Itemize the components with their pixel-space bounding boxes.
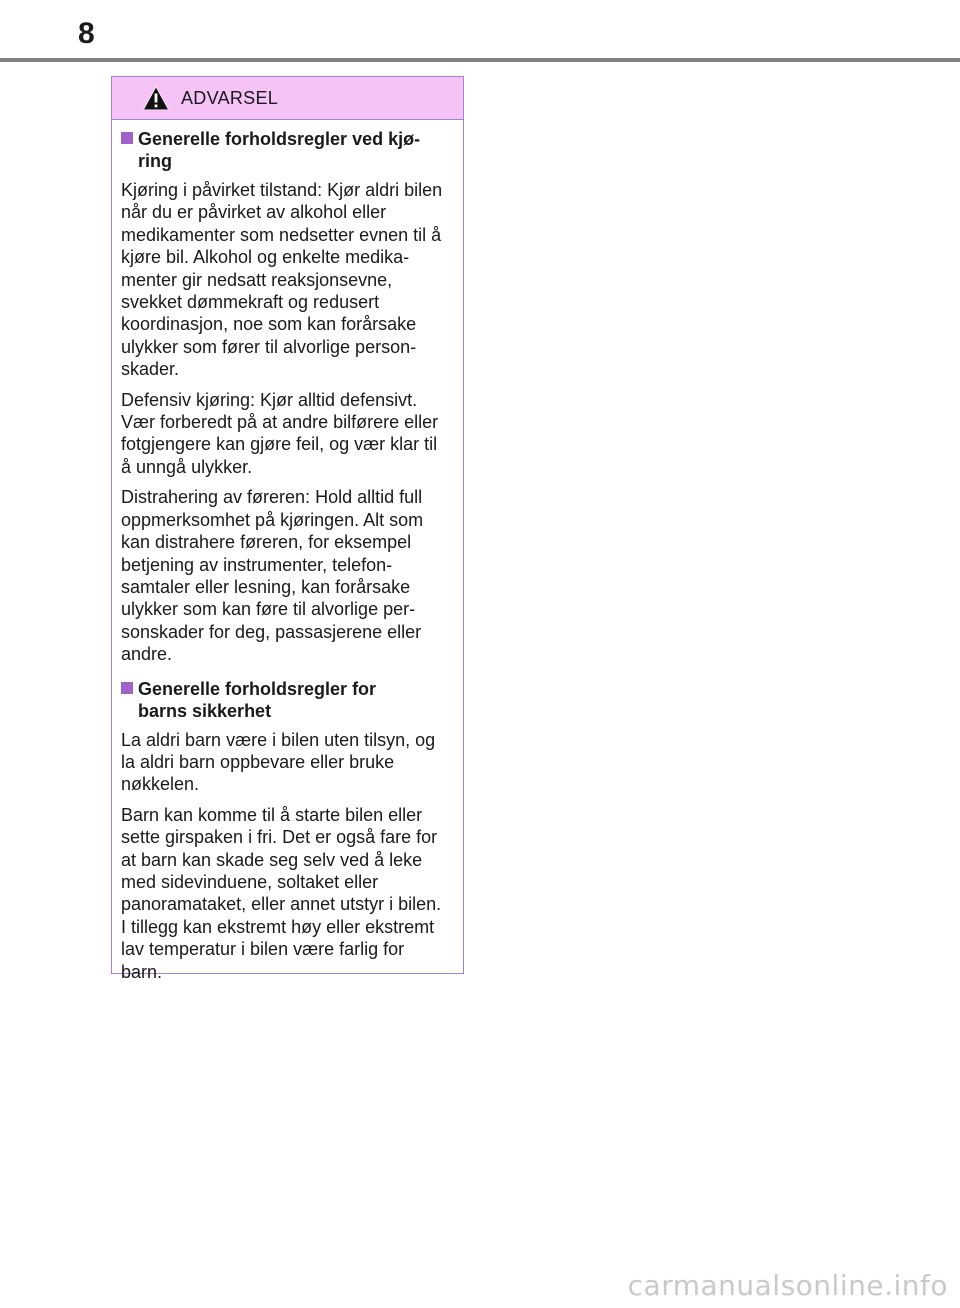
section-children bbox=[121, 678, 449, 983]
heading-text-driving-line2: ring bbox=[138, 151, 172, 171]
paragraph: Barn kan komme til å starte bilen eller sette girspaken i fri. Det er også fare for at barn kan skade seg selv ved å leke med sidevinduene, soltaket eller panoramataket, eller annet utstyr i bilen. I tillegg kan ekstremt høy eller ekstremt lav temperatur i bilen være farlig for barn. bbox=[121, 804, 442, 982]
paragraph: Defensiv kjøring: Kjør alltid defensivt. Vær forberedt på at andre bilførere eller fotgjengere kan gjøre feil, og vær klar til å unngå ulykker. bbox=[121, 389, 439, 477]
warning-body bbox=[112, 120, 463, 983]
section-heading bbox=[121, 128, 449, 172]
heading-text-children-line2: barns sikkerhet bbox=[138, 700, 272, 721]
square-bullet-icon bbox=[121, 682, 133, 694]
watermark: carmanualsonline.info bbox=[627, 1269, 948, 1302]
paragraph: La aldri barn være i bilen uten tilsyn, og la aldri barn oppbevare eller bruke nøkkelen. bbox=[121, 729, 436, 795]
warning-triangle-icon bbox=[142, 85, 170, 111]
section-driving bbox=[121, 128, 449, 666]
square-bullet-icon bbox=[121, 132, 133, 144]
page-number: 8 bbox=[78, 17, 95, 50]
header-rule bbox=[0, 58, 960, 62]
warning-header bbox=[112, 77, 463, 120]
section-heading bbox=[121, 678, 449, 722]
heading-text-driving-line1: Generelle forholdsregler ved kjø- bbox=[138, 129, 421, 149]
warning-title: ADVARSEL bbox=[181, 88, 279, 108]
paragraph: Kjøring i påvirket tilstand: Kjør aldri bilen når du er påvirket av alkohol eller medikamenter som nedsetter evnen til å kjøre bil. Alkohol og enkelte medika-menter gir nedsatt reaksjonsevne, svekket dømmekraft og redusert koordinasjon, noe som kan forårsake ulykker som fører til alvorlige person-skader. bbox=[121, 180, 443, 380]
heading-text-children-line1: Generelle forholdsregler for bbox=[138, 678, 377, 699]
warning-box bbox=[111, 76, 464, 982]
paragraph: Distrahering av føreren: Hold alltid full oppmerksomhet på kjøringen. Alt som kan distrahere føreren, for eksempel betjening av instrumenter, telefon-samtaler eller lesning, kan forårsake ulykker som kan føre til alvorlige per-sonskader for deg, passasjerene eller andre. bbox=[121, 487, 424, 665]
